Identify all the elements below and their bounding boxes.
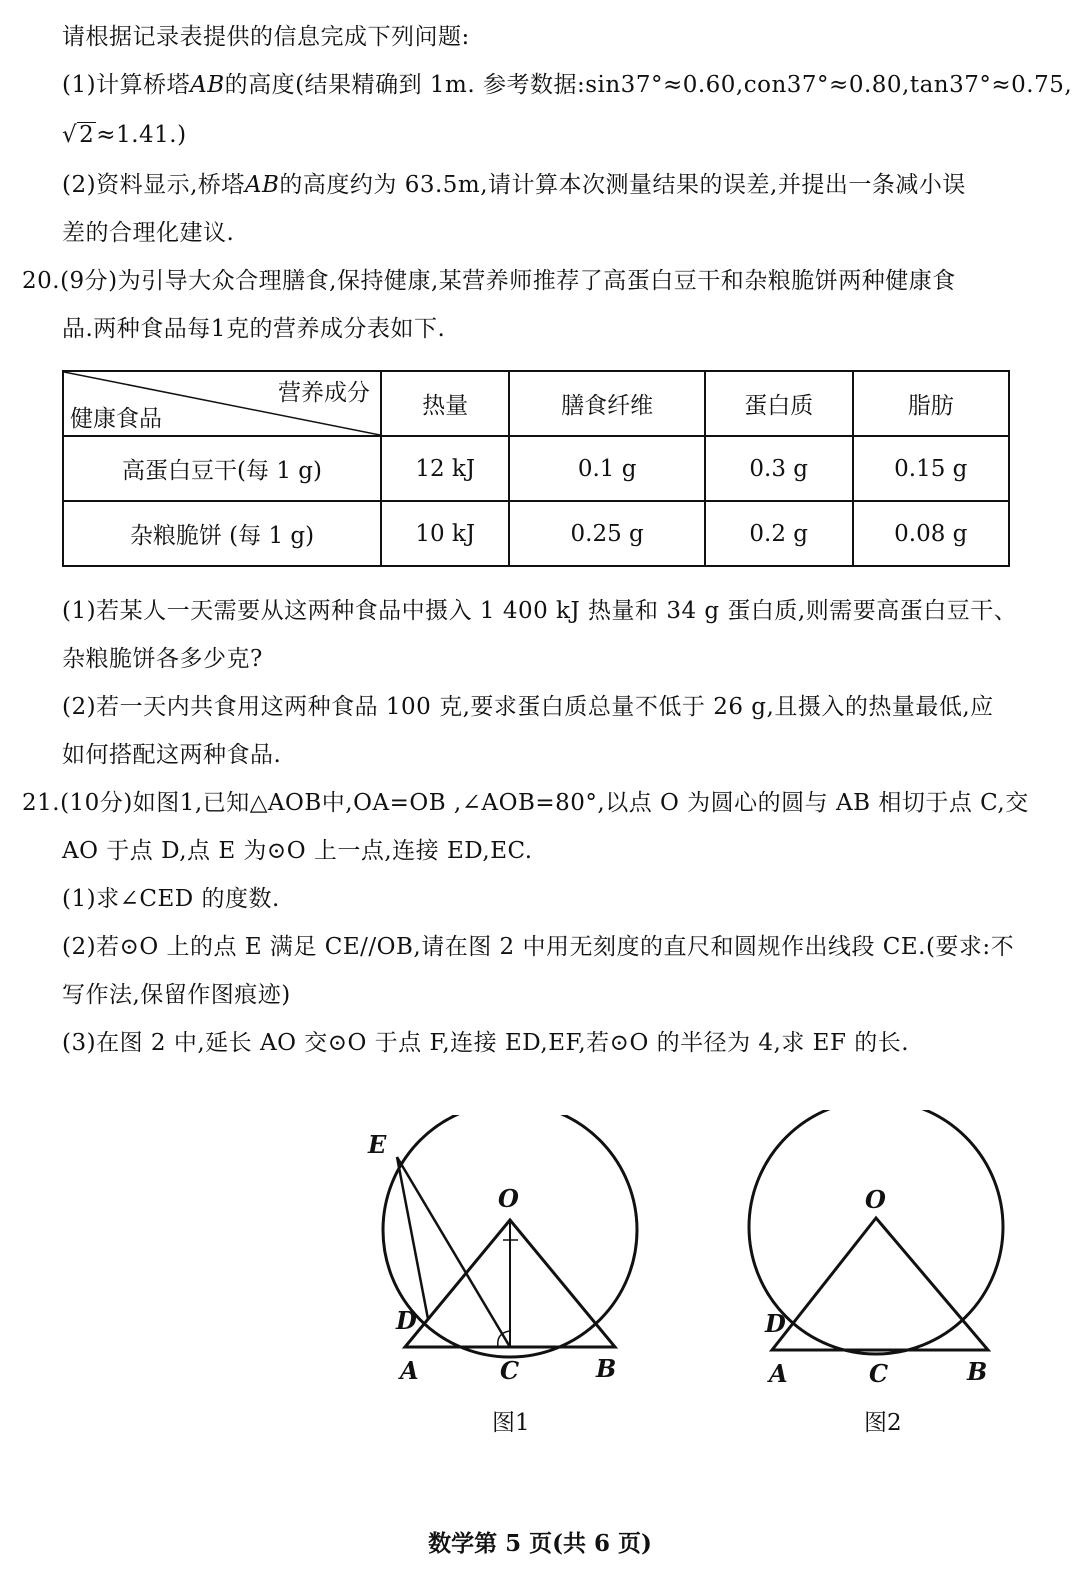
q21-heading: 21.(10分)如图1,已知△AOB中,OA=OB ,∠AOB=80°,以点 O 为圆心的圆与 AB 相切于点 C,交 bbox=[22, 790, 1029, 816]
fig1-label-c: C bbox=[500, 1356, 520, 1385]
q19-part1-line2: √2≈1.41.) bbox=[62, 122, 187, 148]
table-row bbox=[63, 501, 1009, 566]
q20-heading-line2: 品.两种食品每1克的营养成分表如下. bbox=[62, 316, 446, 342]
table-row bbox=[63, 436, 1009, 501]
diag-header-top: 营养成分 bbox=[278, 380, 370, 406]
page-footer: 数学第 5 页(共 6 页) bbox=[428, 1530, 652, 1557]
q21-part2-line1: (2)若⊙O 上的点 E 满足 CE//OB,请在图 2 中用无刻度的直尺和圆规作出线段 CE.(要求:不 bbox=[62, 934, 1015, 960]
q20-heading: 20.(9分)为引导大众合理膳食,保持健康,某营养师推荐了高蛋白豆干和杂粮脆饼两种健康食 bbox=[22, 268, 956, 294]
table-cell: 12 kJ bbox=[381, 436, 509, 501]
fig1-label-e: E bbox=[368, 1130, 387, 1159]
intro-line: 请根据记录表提供的信息完成下列问题: bbox=[62, 24, 470, 50]
q19-part1-line1 bbox=[62, 70, 1072, 100]
q20-part1-line1: (1)若某人一天需要从这两种食品中摄入 1 400 kJ 热量和 34 g 蛋白质,则需要高蛋白豆干、 bbox=[62, 598, 1018, 624]
row-name: 高蛋白豆干(每 1 g) bbox=[63, 436, 381, 501]
q20-part1-line2: 杂粮脆饼各多少克? bbox=[62, 646, 263, 672]
fig2-label-b: B bbox=[967, 1357, 988, 1386]
diag-header-bottom: 健康食品 bbox=[70, 406, 162, 432]
table-cell: 10 kJ bbox=[381, 501, 509, 566]
table-cell: 0.2 g bbox=[705, 501, 853, 566]
q20-part2-line2: 如何搭配这两种食品. bbox=[62, 742, 282, 768]
fig2-label-d: D bbox=[765, 1309, 786, 1338]
fig1-label-b: B bbox=[596, 1354, 617, 1383]
q19-part2-line1 bbox=[62, 170, 966, 200]
fig1-label-o: O bbox=[498, 1184, 519, 1213]
header-protein: 蛋白质 bbox=[705, 371, 853, 436]
q19-ab-label: AB bbox=[190, 72, 225, 98]
q21-part3: (3)在图 2 中,延长 AO 交⊙O 于点 F,连接 ED,EF,若⊙O 的半径为 4,求 EF 的长. bbox=[62, 1030, 910, 1056]
q19-part1-text-a: (1)计算桥塔 bbox=[62, 72, 191, 98]
q19-part2-line2: 差的合理化建议. bbox=[62, 220, 235, 246]
fig2-circle bbox=[749, 1110, 1003, 1354]
row-name: 杂粮脆饼 (每 1 g) bbox=[63, 501, 381, 566]
table-header-row bbox=[63, 371, 1009, 436]
q19-part2-text-a: (2)资料显示,桥塔 bbox=[62, 172, 245, 198]
q19-part2-text-b: 的高度约为 63.5m,请计算本次测量结果的误差,并提出一条减小误 bbox=[279, 172, 966, 198]
header-fiber: 膳食纤维 bbox=[509, 371, 704, 436]
diagonal-header-cell bbox=[63, 371, 381, 436]
figure-1 bbox=[360, 1115, 660, 1415]
fig2-label-o: O bbox=[865, 1185, 886, 1214]
table-cell: 0.08 g bbox=[853, 501, 1009, 566]
fig1-label-d: D bbox=[396, 1306, 417, 1335]
header-heat: 热量 bbox=[381, 371, 509, 436]
q21-part2-line2: 写作法,保留作图痕迹) bbox=[62, 982, 291, 1008]
q20-part2-line1: (2)若一天内共食用这两种食品 100 克,要求蛋白质总量不低于 26 g,且摄入的热量最低,应 bbox=[62, 694, 994, 720]
q21-part1: (1)求∠CED 的度数. bbox=[62, 886, 280, 912]
q21-heading-line2: AO 于点 D,点 E 为⊙O 上一点,连接 ED,EC. bbox=[62, 838, 533, 864]
header-fat: 脂肪 bbox=[853, 371, 1009, 436]
sqrt-value: ≈1.41.) bbox=[96, 122, 187, 148]
table-cell: 0.3 g bbox=[705, 436, 853, 501]
sqrt-argument: 2 bbox=[79, 122, 95, 148]
figure-1-caption: 图1 bbox=[492, 1410, 530, 1436]
fig2-label-a: A bbox=[769, 1359, 788, 1388]
figure-2-caption: 图2 bbox=[864, 1410, 902, 1436]
table-cell: 0.15 g bbox=[853, 436, 1009, 501]
q19-ab-label-2: AB bbox=[244, 172, 280, 198]
nutrition-table bbox=[62, 370, 1010, 567]
q19-part1-text-b: 的高度(结果精确到 1m. 参考数据:sin37°≈0.60,con37°≈0.80,tan37°≈0.75, bbox=[224, 72, 1073, 98]
figure-2 bbox=[745, 1110, 1015, 1410]
table-cell: 0.1 g bbox=[509, 436, 704, 501]
fig2-label-c: C bbox=[869, 1359, 889, 1388]
table-cell: 0.25 g bbox=[509, 501, 704, 566]
fig1-label-a: A bbox=[400, 1356, 419, 1385]
